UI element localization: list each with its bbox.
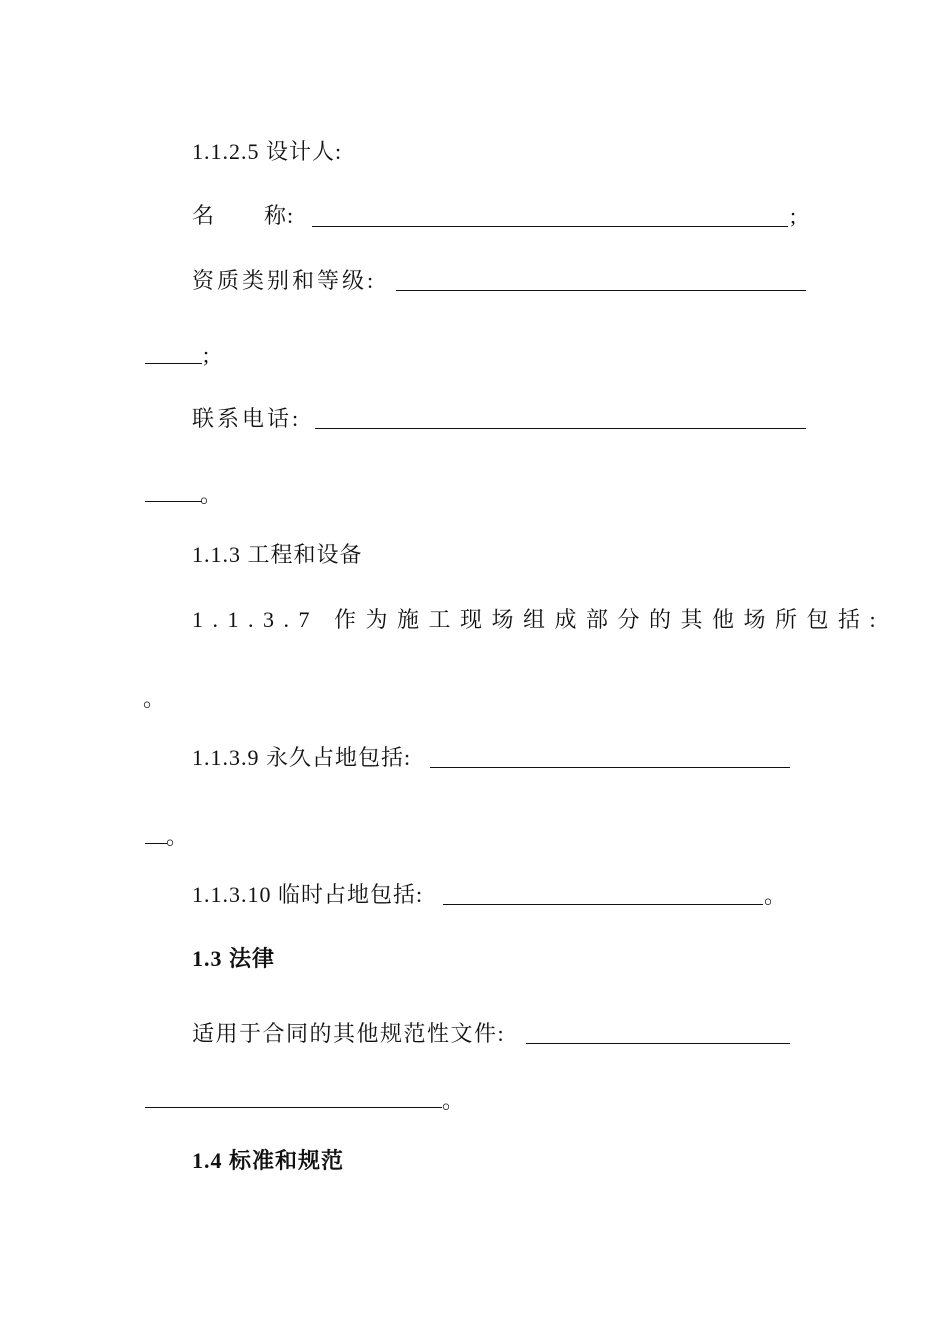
permanent-land-blank-line1[interactable] xyxy=(430,767,790,768)
temporary-land-label: 1.1.3.10 临时占地包括: xyxy=(192,882,424,907)
other-sites-end: 。 xyxy=(143,686,167,711)
name-blank[interactable] xyxy=(312,226,788,227)
normative-docs-blank-line2[interactable] xyxy=(145,1107,442,1108)
permanent-land-blank-line2[interactable] xyxy=(145,843,167,844)
standards-heading: 1.4 标准和规范 xyxy=(192,1148,345,1173)
qualification-label: 资质类别和等级: xyxy=(192,268,377,293)
phone-end: 。 xyxy=(200,482,224,507)
normative-docs-end: 。 xyxy=(442,1088,466,1113)
phone-label: 联系电话: xyxy=(192,406,302,431)
law-heading: 1.3 法律 xyxy=(192,946,276,971)
engineering-heading: 1.1.3 工程和设备 xyxy=(192,542,363,567)
qualification-end: ; xyxy=(203,342,211,367)
qualification-blank-line1[interactable] xyxy=(396,290,806,291)
name-label-char2: 称: xyxy=(264,203,295,228)
phone-blank-line1[interactable] xyxy=(315,428,806,429)
phone-blank-line2[interactable] xyxy=(145,501,202,502)
permanent-land-end: 。 xyxy=(166,824,190,849)
permanent-land-label: 1.1.3.9 永久占地包括: xyxy=(192,745,412,770)
temporary-land-blank[interactable] xyxy=(443,904,763,905)
name-end: ; xyxy=(790,203,798,228)
normative-docs-label: 适用于合同的其他规范性文件: xyxy=(192,1021,506,1046)
designer-heading: 1.1.2.5 设计人: xyxy=(192,139,343,164)
qualification-blank-line2[interactable] xyxy=(145,363,202,364)
temporary-land-end: 。 xyxy=(764,883,788,908)
normative-docs-blank-line1[interactable] xyxy=(526,1043,790,1044)
name-label-char1: 名 xyxy=(192,203,216,228)
other-sites-label: 1.1.3.7 作为施工现场组成部分的其他场所包括: xyxy=(192,607,886,632)
